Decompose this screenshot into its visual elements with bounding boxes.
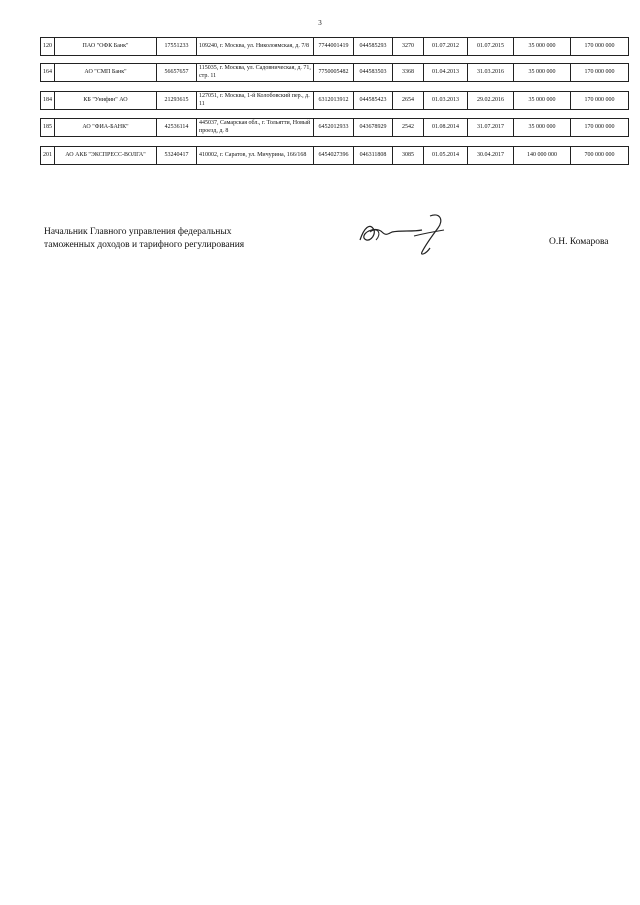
row-number: 120 (41, 38, 55, 56)
row-number: 184 (41, 92, 55, 110)
bank-address: 410002, г. Саратов, ул. Мичурина, 166/168 (197, 147, 314, 165)
table-row (41, 119, 629, 137)
okpo-code: 53240417 (157, 147, 197, 165)
bank-name: ПАО "ОФК Банк" (55, 38, 157, 56)
amount-one: 140 000 000 (514, 147, 571, 165)
okpo-code: 42536114 (157, 119, 197, 137)
bank-row-table (40, 91, 629, 110)
date-to: 30.04.2017 (468, 147, 514, 165)
registration-number: 3085 (393, 147, 424, 165)
inn-code: 6312013912 (314, 92, 354, 110)
bik-code: 046311808 (354, 147, 393, 165)
signatory-name: О.Н. Комарова (549, 237, 609, 247)
signatory-title (44, 226, 244, 252)
date-to: 31.03.2016 (468, 64, 514, 82)
bank-address: 127051, г. Москва, 1-й Колобовский пер., д. 11 (197, 92, 314, 110)
bik-code: 043678929 (354, 119, 393, 137)
page-number: 3 (318, 19, 322, 27)
amount-one: 35 000 000 (514, 119, 571, 137)
okpo-code: 17551233 (157, 38, 197, 56)
inn-code: 7750005482 (314, 64, 354, 82)
bik-code: 044583503 (354, 64, 393, 82)
signatory-title-line-1: Начальник Главного управления федеральных (44, 227, 232, 237)
date-from: 01.08.2014 (424, 119, 468, 137)
table-row (41, 147, 629, 165)
table-row (41, 92, 629, 110)
okpo-code: 21293615 (157, 92, 197, 110)
row-number: 201 (41, 147, 55, 165)
handwritten-signature (352, 210, 462, 260)
bank-name: АО АКБ "ЭКСПРЕСС-ВОЛГА" (55, 147, 157, 165)
amount-two: 170 000 000 (571, 92, 629, 110)
table-row (41, 38, 629, 56)
registration-number: 3368 (393, 64, 424, 82)
inn-code: 6452012933 (314, 119, 354, 137)
inn-code: 7744001419 (314, 38, 354, 56)
bank-row-table (40, 146, 629, 165)
registration-number: 2654 (393, 92, 424, 110)
bank-name: КБ "Унифин" АО (55, 92, 157, 110)
bank-row-table (40, 63, 629, 82)
date-from: 01.07.2012 (424, 38, 468, 56)
date-to: 01.07.2015 (468, 38, 514, 56)
amount-two: 170 000 000 (571, 38, 629, 56)
amount-one: 35 000 000 (514, 64, 571, 82)
row-number: 185 (41, 119, 55, 137)
date-from: 01.03.2013 (424, 92, 468, 110)
bank-name: АО "СМП Банк" (55, 64, 157, 82)
bank-address: 115035, г. Москва, ул. Садовническая, д. 71, стр. 11 (197, 64, 314, 82)
row-number: 164 (41, 64, 55, 82)
bik-code: 044585293 (354, 38, 393, 56)
bank-address: 445037, Самарская обл., г. Тольятти, Новый проезд, д. 8 (197, 119, 314, 137)
date-to: 31.07.2017 (468, 119, 514, 137)
bank-address: 109240, г. Москва, ул. Николоямская, д. 7/8 (197, 38, 314, 56)
date-from: 01.04.2013 (424, 64, 468, 82)
amount-one: 35 000 000 (514, 92, 571, 110)
amount-two: 170 000 000 (571, 64, 629, 82)
amount-one: 35 000 000 (514, 38, 571, 56)
bank-row-table (40, 37, 629, 56)
bik-code: 044585423 (354, 92, 393, 110)
signatory-title-line-2: таможенных доходов и тарифного регулирования (44, 239, 245, 250)
date-from: 01.05.2014 (424, 147, 468, 165)
bank-row-table (40, 118, 629, 137)
registration-number: 3270 (393, 38, 424, 56)
date-to: 29.02.2016 (468, 92, 514, 110)
table-row (41, 64, 629, 82)
bank-name: АО "ФИА-БАНК" (55, 119, 157, 137)
okpo-code: 56657657 (157, 64, 197, 82)
registration-number: 2542 (393, 119, 424, 137)
amount-two: 700 000 000 (571, 147, 629, 165)
amount-two: 170 000 000 (571, 119, 629, 137)
inn-code: 6454027396 (314, 147, 354, 165)
